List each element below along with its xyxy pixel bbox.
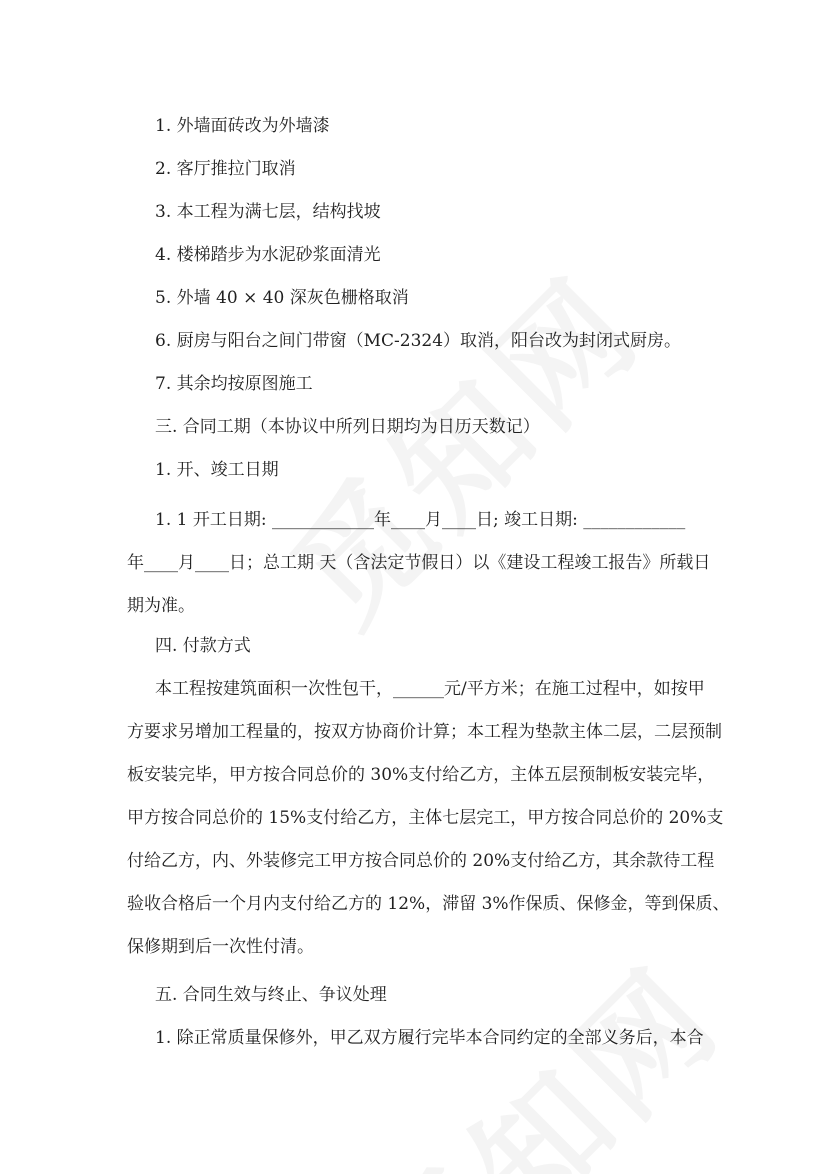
section-heading: 五. 合同生效与终止、争议处理 bbox=[155, 985, 387, 1005]
list-item: 7. 其余均按原图施工 bbox=[155, 374, 313, 394]
section-heading: 三. 合同工期（本协议中所列日期均为日历天数记） bbox=[155, 417, 540, 437]
paragraph-line: 板安装完毕，甲方按合同总价的 30%支付给乙方，主体五层预制板安装完毕， bbox=[127, 765, 715, 785]
paragraph-line: 验收合格后一个月内支付给乙方的 12%，滞留 3%作保质、保修金，等到保质、 bbox=[127, 894, 730, 914]
list-item: 3. 本工程为满七层，结构找坡 bbox=[155, 202, 381, 222]
paragraph-line: 保修期到后一次性付清。 bbox=[127, 937, 314, 957]
list-item: 4. 楼梯踏步为水泥砂浆面清光 bbox=[155, 245, 381, 265]
paragraph-line: 付给乙方，内、外装修完工甲方按合同总价的 20%支付给乙方，其余款待工程 bbox=[127, 851, 715, 871]
paragraph-line: 年____月____日；总工期 天（含法定节假日）以《建设工程竣工报告》所载日 bbox=[127, 553, 711, 573]
section-heading: 四. 付款方式 bbox=[155, 636, 251, 656]
paragraph-line: 1. 1 开工日期: ____________年____月____日; 竣工日期: ____________ bbox=[155, 510, 686, 530]
paragraph-line: 期为准。 bbox=[127, 596, 195, 616]
subsection-heading: 1. 开、竣工日期 bbox=[155, 460, 279, 480]
list-item: 6. 厨房与阳台之间门带窗（MC-2324）取消，阳台改为封闭式厨房。 bbox=[155, 331, 682, 351]
paragraph-line: 甲方按合同总价的 15%支付给乙方，主体七层完工，甲方按合同总价的 20%支 bbox=[127, 808, 724, 828]
paragraph-line: 方要求另增加工程量的，按双方协商价计算；本工程为垫款主体二层，二层预制 bbox=[127, 722, 722, 742]
list-item: 2. 客厅推拉门取消 bbox=[155, 159, 296, 179]
list-item: 1. 外墙面砖改为外墙漆 bbox=[155, 116, 330, 136]
list-item: 5. 外墙 40 × 40 深灰色栅格取消 bbox=[155, 288, 409, 308]
paragraph-line: 本工程按建筑面积一次性包干，______元/平方米；在施工过程中，如按甲 bbox=[155, 679, 705, 699]
paragraph-line: 1. 除正常质量保修外，甲乙双方履行完毕本合同约定的全部义务后，本合 bbox=[155, 1028, 704, 1048]
